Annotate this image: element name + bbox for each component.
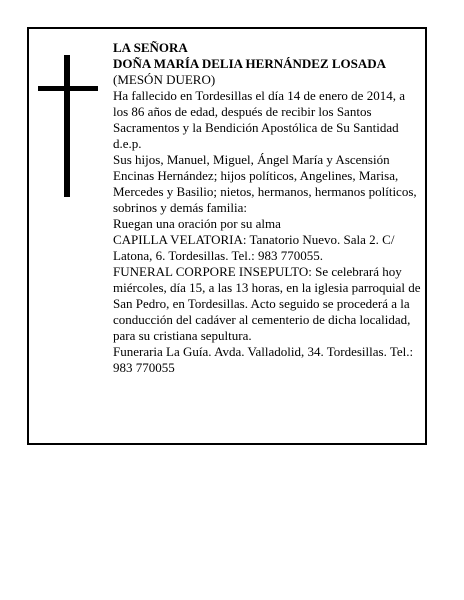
prayer-request: Ruegan una oración por su alma [113,216,281,231]
funeral-home-info: Funeraria La Guía. Avda. Valladolid, 34. Tordesillas. Tel.: 983 770055 [113,344,414,375]
title-line: LA SEÑORA [113,40,188,55]
death-announcement: Ha fallecido en Tordesillas el día 14 de enero de 2014, a los 86 años de edad, después de recibir los Santos Sacramentos y la Bendición Apostólica de Su Santidad [113,88,405,135]
obituary-text [113,40,421,376]
latin-cross-icon [38,55,98,197]
funeral-info: FUNERAL CORPORE INSEPULTO: Se celebrará hoy miércoles, día 15, a las 13 horas, en la iglesia parroquial de San Pedro, en Tordesillas. Acto seguido se procederá a la conducción del cadáver al cementerio de dicha localidad, para su cristiana sepultura. [113,264,421,343]
cross-horizontal-bar [38,86,98,91]
chapel-info: CAPILLA VELATORIA: Tanatorio Nuevo. Sala 2. C/ Latona, 6. Tordesillas. Tel.: 983 770055. [113,232,395,263]
rip-text: d.e.p. [113,136,142,151]
family-list: Sus hijos, Manuel, Miguel, Ángel María y Ascensión Encinas Hernández; hijos políticos, Angelines, Marisa, Mercedes y Basilio; nietos, hermanos, hermanos políticos, sobrinos y demás familia: [113,152,417,215]
deceased-name: DOÑA MARÍA DELIA HERNÁNDEZ LOSADA [113,56,387,71]
cross-vertical-bar [64,55,70,197]
deceased-alias: (MESÓN DUERO) [113,72,216,87]
